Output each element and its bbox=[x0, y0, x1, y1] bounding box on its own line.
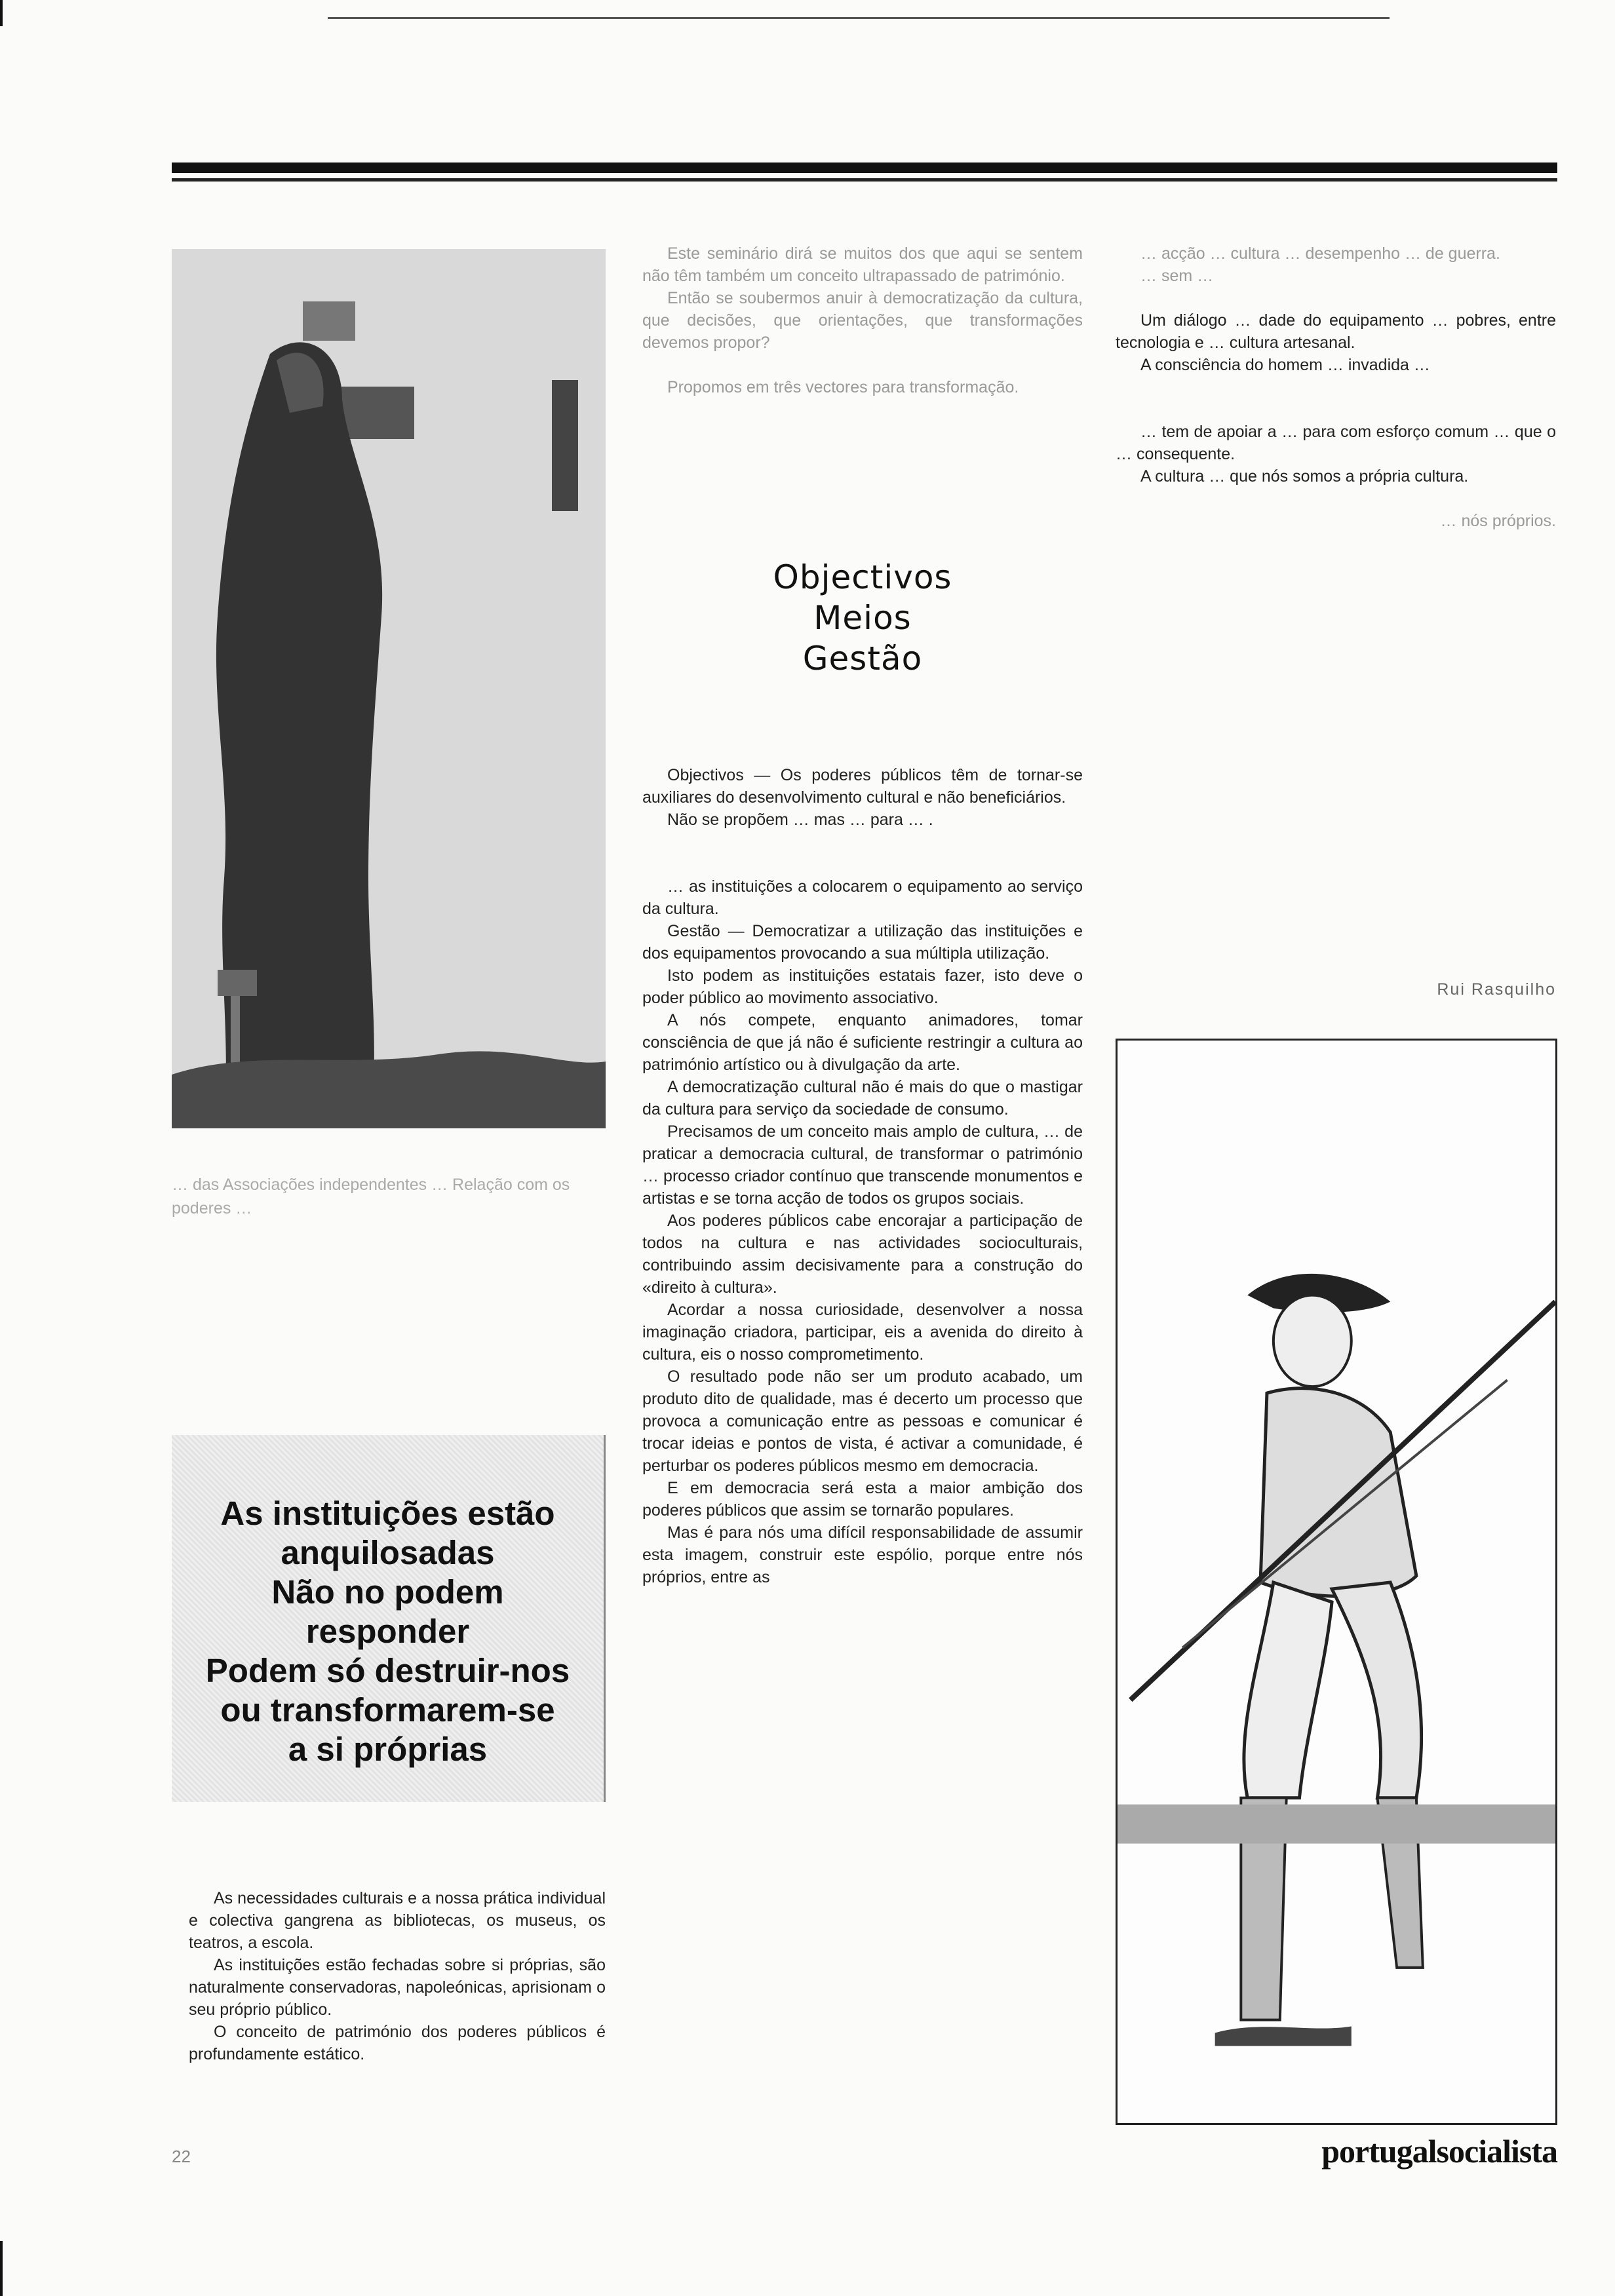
paragraph: As instituições estão fechadas sobre si próprias, são naturalmente conservadoras, napoleónicas, aprisionam o seu próprio público. bbox=[189, 1956, 606, 2019]
paragraph: Um diálogo … dade do equipamento … pobres, entre tecnologia e … cultura artesanal. bbox=[1116, 311, 1556, 352]
paragraph: Então se soubermos anuir à democratização da cultura, que decisões, que orientações, que transformações devemos propor? bbox=[642, 289, 1083, 352]
section-title bbox=[642, 557, 1083, 679]
paragraph: Aos poderes públicos cabe encorajar a participação de todos na cultura e nas actividades socioculturais, contribuindo assim decisivamente para a construção do «direito à cultura». bbox=[642, 1212, 1083, 1297]
paragraph: … acção … cultura … desempenho … de guerra. bbox=[1140, 244, 1500, 263]
paragraph: Precisamos de um conceito mais amplo de cultura, … de praticar a democracia cultural, de transformar o património … processo criador contínuo que transcende monumentos e artistas e se torna acção de todos os grupos sociais. bbox=[642, 1122, 1083, 1208]
author-signature: Rui Rasquilho bbox=[1437, 980, 1556, 999]
pull-quote-box bbox=[172, 1435, 606, 1802]
pull-quote-line: Podem só destruir-nos bbox=[205, 1652, 570, 1689]
scan-edge-mark-bottom bbox=[0, 2241, 3, 2296]
statue-photo bbox=[172, 249, 606, 1128]
paragraph: A nós compete, enquanto animadores, tomar consciência de que já não é suficiente restringir a cultura ao património artístico ou à divulgação da arte. bbox=[642, 1011, 1083, 1074]
paragraph: E em democracia será esta a maior ambição dos poderes públicos que assim se tornarão populares. bbox=[642, 1479, 1083, 1520]
musketeer-engraving bbox=[1116, 1039, 1557, 2125]
paragraph: A consciência do homem … invadida … bbox=[1140, 356, 1430, 374]
paragraph: Mas é para nós uma difícil responsabilidade de assumir esta imagem, construir este espólio, porque entre nós próprios, entre as bbox=[642, 1523, 1083, 1586]
pull-quote-line: responder bbox=[305, 1613, 470, 1650]
paragraph: As necessidades culturais e a nossa prática individual e colectiva gangrena as bibliotecas, os museus, os teatros, a escola. bbox=[189, 1889, 606, 1952]
paragraph: … nós próprios. bbox=[1440, 512, 1556, 530]
paragraph: … sem … bbox=[1140, 267, 1214, 285]
header-rule-thick bbox=[172, 163, 1557, 173]
paragraph: … tem de apoiar a … para com esforço comum … que o … consequente. bbox=[1116, 423, 1556, 463]
column-2-intro bbox=[642, 242, 1083, 398]
paragraph: Não se propõem … mas … para … . bbox=[667, 811, 933, 829]
paragraph: Objectivos — Os poderes públicos têm de tornar-se auxiliares do desenvolvimento cultural e não beneficiários. bbox=[642, 766, 1083, 807]
paragraph: O resultado pode não ser um produto acabado, um produto dito de qualidade, mas é decerto um processo que provoca a comunicação entre as pessoas e comunicar é trocar ideias e pontos de vista, é activar a comunidade, é perturbar os poderes públicos mesmo em democracia. bbox=[642, 1368, 1083, 1475]
paragraph: O conceito de património dos poderes públicos é profundamente estático. bbox=[189, 2023, 606, 2063]
pull-quote-line: Não no podem bbox=[271, 1573, 504, 1611]
pull-quote-text bbox=[172, 1494, 604, 1769]
paragraph: … as instituições a colocarem o equipamento ao serviço da cultura. bbox=[642, 877, 1083, 918]
column-3-body bbox=[1116, 242, 1556, 532]
section-title-line: Meios bbox=[813, 599, 912, 637]
column-1-body bbox=[189, 1887, 606, 2065]
paragraph: A cultura … que nós somos a própria cultura. bbox=[1140, 467, 1469, 486]
paragraph: Propomos em três vectores para transformação. bbox=[667, 378, 1019, 396]
photo-caption: … das Associações independentes … Relação com os poderes … bbox=[172, 1176, 570, 1217]
pull-quote-line: a si próprias bbox=[288, 1731, 488, 1768]
publication-masthead: portugalsocialista bbox=[1321, 2133, 1557, 2170]
pull-quote-line: anquilosadas bbox=[281, 1534, 495, 1571]
paragraph: Acordar a nossa curiosidade, desenvolver a nossa imaginação criadora, participar, eis a avenida do direito à cultura, eis o nosso comprometimento. bbox=[642, 1301, 1083, 1364]
top-rule-thin bbox=[328, 17, 1390, 19]
paragraph: Isto podem as instituições estatais fazer, isto deve o poder público ao movimento associativo. bbox=[642, 966, 1083, 1007]
section-title-line: Gestão bbox=[802, 640, 923, 678]
paragraph: Este seminário dirá se muitos dos que aqui se sentem não têm também um conceito ultrapassado de património. bbox=[642, 244, 1083, 285]
paragraph: Gestão — Democratizar a utilização das instituições e dos equipamentos provocando a sua múltipla utilização. bbox=[642, 922, 1083, 963]
column-2-body bbox=[642, 764, 1083, 1588]
pull-quote-line: ou transformarem-se bbox=[220, 1691, 555, 1729]
paragraph: A democratização cultural não é mais do que o mastigar da cultura para serviço da sociedade de consumo. bbox=[642, 1078, 1083, 1119]
page-number: 22 bbox=[172, 2147, 191, 2166]
header-rule-under bbox=[172, 178, 1557, 182]
scan-edge-mark-top bbox=[0, 0, 3, 26]
section-title-line: Objectivos bbox=[773, 558, 952, 596]
pull-quote-line: As instituições estão bbox=[220, 1495, 555, 1532]
